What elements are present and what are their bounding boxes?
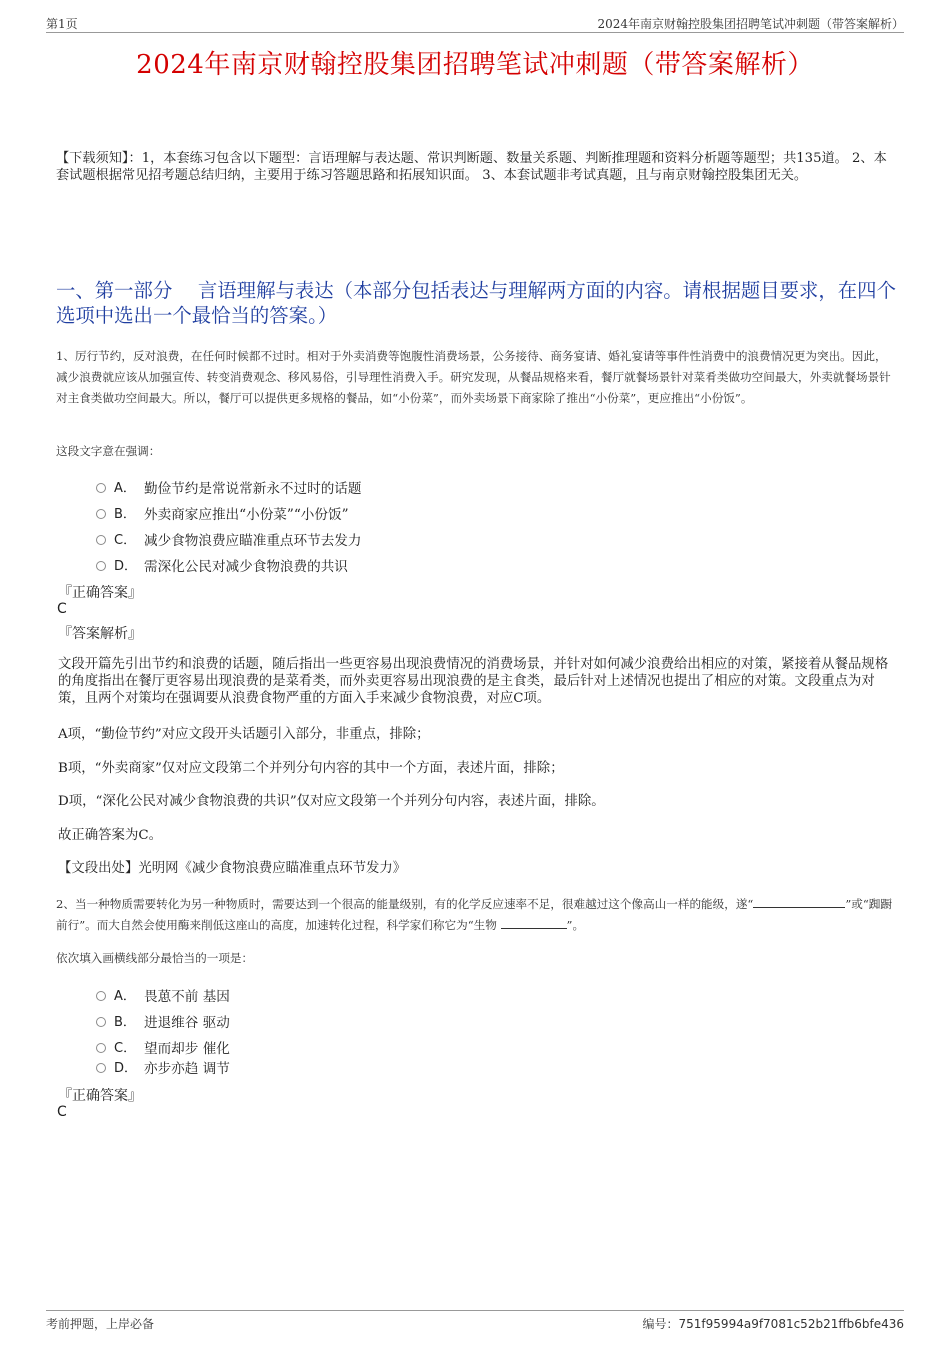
footer-code — [643, 1315, 904, 1332]
q1-answer: C — [57, 601, 67, 617]
radio-icon[interactable] — [96, 991, 106, 1001]
document-title: 2024年南京财翰控股集团招聘笔试冲刺题（带答案解析） — [136, 50, 814, 80]
answer-blank — [753, 895, 845, 908]
page-footer — [46, 1310, 904, 1331]
question-1-prompt: 这段文字意在强调： — [56, 444, 161, 458]
option-text: 需深化公民对减少食物浪费的共识 — [144, 559, 348, 575]
option-text: 畏葸不前 基因 — [144, 989, 230, 1005]
q1-answer-label: 『正确答案』 — [58, 585, 142, 601]
option-text: 勤俭节约是常说常新永不过时的话题 — [144, 481, 362, 497]
header-doc-title: 2024年南京财翰控股集团招聘笔试冲刺题（带答案解析） — [597, 17, 904, 31]
page-number: 第1页 — [46, 17, 78, 31]
option-letter: D． — [114, 559, 138, 574]
option-text: 亦步亦趋 调节 — [144, 1061, 230, 1077]
option-text: 望而却步 催化 — [144, 1041, 230, 1057]
option-letter: A． — [114, 989, 136, 1004]
question-1-text: 1、厉行节约，反对浪费，在任何时候都不过时。相对于外卖消费等饱腹性消费场景，公务接待、商务宴请、婚礼宴请等事件性消费中的浪费情况更为突出。因此，减少浪费就应该从加强宣传、转变消费观念、移风易俗，引导理性消费入手。研究发现，从餐品规格来看，餐厅就餐场景针对菜肴类做功空间最大，外卖就餐场景针对主食类做功空间最大。所以，餐厅可以提供更多规格的餐品，如“小份菜”，而外卖场景下商家除了推出“小份菜”，更应推出“小份饭”。 — [56, 349, 891, 405]
option-text: 进退维谷 驱动 — [144, 1015, 230, 1031]
option-letter: D． — [114, 1061, 138, 1076]
q2-answer-label: 『正确答案』 — [58, 1088, 142, 1104]
footer-code-label: 编号： — [642, 1317, 679, 1331]
radio-icon[interactable] — [96, 1017, 106, 1027]
q1-note-a: A项，“勤俭节约”对应文段开头话题引入部分，非重点，排除； — [58, 727, 430, 742]
q2-text-part2: ”或“踟蹰前行”。而大自然会使用酶来削低这座山的高度，加速转化过程，科学家们称它为“生物 — [56, 897, 892, 932]
footer-code-value: 751f95994a9f7081c52b21ffb6bfe436 — [678, 1317, 904, 1331]
radio-icon[interactable] — [96, 561, 106, 571]
option-letter: B． — [114, 1015, 136, 1030]
q1-analysis-label: 『答案解析』 — [58, 626, 142, 642]
q2-answer: C — [57, 1104, 67, 1120]
option-letter: C． — [114, 533, 137, 548]
question-2-prompt: 依次填入画横线部分最恰当的一项是： — [56, 951, 254, 965]
option-text: 减少食物浪费应瞄准重点环节去发力 — [144, 533, 362, 549]
section-heading: 一、第一部分 言语理解与表达（本部分包括表达与理解两方面的内容。请根据题目要求，在四个选项中选出一个最恰当的答案。） — [56, 279, 896, 327]
radio-icon[interactable] — [96, 535, 106, 545]
q1-note-b: B项，“外卖商家”仅对应文段第二个并列分句内容的其中一个方面，表述片面，排除； — [58, 761, 564, 776]
q1-conclusion: 故正确答案为C。 — [58, 828, 162, 843]
option-letter: A． — [114, 481, 136, 496]
footer-slogan: 考前押题，上岸必备 — [46, 1317, 155, 1331]
option-text: 外卖商家应推出“小份菜”“小份饭” — [144, 507, 349, 523]
download-notice: 【下载须知】：1，本套练习包含以下题型：言语理解与表达题、常识判断题、数量关系题、判断推理题和资料分析题等题型；共135道。 2、本套试题根据常见招考题总结归纳，主要用于练习答题思路和拓展知识面。 3、本套试题非考试真题，且与南京财翰控股集团无关。 — [56, 151, 887, 183]
q2-text-part3: ”。 — [566, 918, 585, 932]
q1-analysis: 文段开篇先引出节约和浪费的话题，随后指出一些更容易出现浪费情况的消费场景，并针对如何减少浪费给出相应的对策，紧接着从餐品规格的角度指出在餐厅更容易出现浪费的是菜肴类，而外卖更容易出现浪费的是主食类，最后针对上述情况也提出了相应的对策。文段重点为对策，且两个对策均在强调要从浪费食物严重的方面入手来减少食物浪费，对应C项。 — [58, 657, 889, 706]
q2-text-part1: 2、当一种物质需要转化为另一种物质时，需要达到一个很高的能量级别，有的化学反应速率不足，很难越过这个像高山一样的能级，遂“ — [56, 897, 754, 911]
radio-icon[interactable] — [96, 509, 106, 519]
q1-note-d: D项，“深化公民对减少食物浪费的共识”仅对应文段第一个并列分句内容，表述片面，排除。 — [58, 794, 605, 809]
option-letter: B． — [114, 507, 136, 522]
question-2-text — [56, 894, 898, 936]
option-letter: C． — [114, 1041, 137, 1056]
radio-icon[interactable] — [96, 483, 106, 493]
radio-icon[interactable] — [96, 1043, 106, 1053]
radio-icon[interactable] — [96, 1063, 106, 1073]
page-header — [46, 14, 904, 33]
q1-source: 【文段出处】光明网《减少食物浪费应瞄准重点环节发力》 — [58, 861, 407, 876]
answer-blank — [501, 916, 567, 929]
